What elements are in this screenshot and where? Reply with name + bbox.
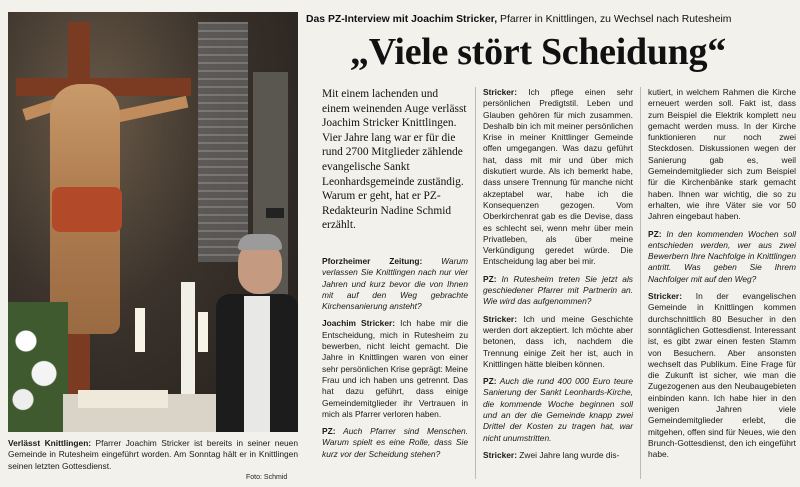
candle bbox=[198, 312, 208, 352]
answer-text: Ich pflege einen sehr persönlichen Predigtstil. Leben und Glauben gehören für mich zusammen. Deshalb bin ich mit meiner persönlichen Krise in meiner Knittlinger Gemeinde offen umgegangen. Was dazu geführt hat, dass mit mir und über mich diskutiert wurde. Als ich bemerkt habe, dass unsere Trennung für manche nicht akzeptabel war, habe ich die Konsequenzen gezogen. Vom Oberkirchenrat gab es die Devise, dass es schlecht sei, wenn mehr über mein Privatleben, als über meine Verkündigung geredet würde. Die Entscheidung lag aber bei mir. bbox=[483, 87, 633, 267]
speaker-label: Stricker: bbox=[483, 87, 517, 97]
interview-answer bbox=[483, 87, 633, 268]
question-text: In Rutesheim treten Sie jetzt als geschiedener Pfarrer mit Partnerin an. Wie wird das aufgenommen? bbox=[483, 273, 633, 307]
text-column-2 bbox=[483, 87, 633, 461]
kicker-rest: Pfarrer in Knittlingen, zu Wechsel nach Rutesheim bbox=[497, 14, 732, 25]
answer-text: Ich und meine Geschichte werden dort akzeptiert. Ich möchte aber betonen, dass ich, nachdem die Trennung einige Zeit her ist, auch in Knittlingen hätte bleiben können. bbox=[483, 313, 633, 369]
interview-question bbox=[322, 256, 468, 312]
photo-credit: Foto: Schmid bbox=[246, 474, 288, 481]
speaker-label: PZ: bbox=[648, 228, 662, 239]
speaker-label: PZ: bbox=[483, 376, 497, 387]
caption-label: Verlässt Knittlingen: bbox=[8, 438, 92, 448]
article-photo bbox=[8, 12, 298, 432]
photo-caption bbox=[8, 438, 298, 472]
candle bbox=[135, 308, 145, 352]
interview-question bbox=[648, 229, 796, 285]
article-lead: Mit einem lachenden und einem weinenden Auge verlässt Joachim Stricker Knittlingen. Vier Jahre lang war er für die rund 2700 Mitglieder zählende evangelische Sankt Leonhardsgemeinde zuständig. Warum er geht, hat er PZ-Redakteurin Nadine Schmid erzählt. bbox=[322, 88, 467, 232]
column-divider bbox=[640, 87, 641, 479]
answer-text: In der evangelischen Gemeinde in Knittlingen kommen durchschnittlich 80 Besucher in den sonntäglichen Gottesdienst. Interessant ist, es gibt zwar einen festen Stamm von Besuchern. Aber ansonsten wechselt das Publikum. Eine Frage für die Zukunft ist sicher, wie man die Zugezogenen aus den Neubaugebieten einbinden kann. Ich habe hier in den wenigen Jahren viele Gemeindemitglieder erlebt, die mitgehen, offen sind für Neues, wie den Brunch-Gottesdienst, den ich eingeführt habe. bbox=[648, 291, 796, 460]
speaker-label: Stricker: bbox=[483, 313, 517, 324]
interview-answer bbox=[648, 291, 796, 460]
speaker-label: PZ: bbox=[483, 273, 497, 284]
text-column-3 bbox=[648, 87, 796, 461]
stained-glass-window bbox=[198, 22, 248, 262]
answer-text: Ich habe mir die Entscheidung, mich in Rutesheim zu bewerben, nicht leicht gemacht. Die Jahre in Knittlingen waren von einer sehr persönlichen Krise geprägt: Meine Frau und ich haben uns getrennt. Das hat dazu geführt, dass einige Gemeindemitglieder ihr Vertrauen in mich als Pfarrer verloren haben. bbox=[322, 318, 468, 419]
flower-arrangement bbox=[8, 302, 68, 432]
interview-answer bbox=[483, 314, 633, 370]
article-headline: „Viele stört Scheidung“ bbox=[350, 31, 726, 73]
speaker-label: PZ: bbox=[322, 426, 336, 437]
speaker-label: Stricker: bbox=[648, 291, 682, 302]
speaker-label: Joachim Stricker: bbox=[322, 318, 396, 329]
question-text: Warum verlassen Sie Knittlingen nach nur vier Jahren und kurz bevor die von Ihnen mit auf den Weg gebrachte Kirchensanierung ansteht? bbox=[322, 256, 468, 312]
kicker-bold: Das PZ-Interview mit Joachim Stricker, bbox=[306, 14, 498, 25]
interview-answer bbox=[322, 318, 468, 420]
question-text: Auch die rund 400 000 Euro teure Sanierung der Sankt Leonhards-Kirche, die kommende Woche beginnen soll und an der die Gemeinde knapp zwei Drittel der Kosten zu tragen hat, war nicht unumstritten. bbox=[483, 376, 633, 443]
interview-question bbox=[322, 426, 468, 460]
text-column-1 bbox=[322, 256, 468, 460]
interview-answer bbox=[483, 450, 633, 461]
answer-text: Zwei Jahre lang wurde dis- bbox=[516, 449, 620, 460]
article-kicker bbox=[306, 14, 800, 25]
speaker-label: Pforzheimer Zeitung: bbox=[322, 256, 423, 266]
question-text: Auch Pfarrer sind Menschen. Warum spielt es eine Rolle, dass Sie kurz vor der Scheidung stehen? bbox=[322, 426, 468, 459]
candle bbox=[181, 282, 195, 402]
interview-question bbox=[483, 376, 633, 444]
caption-text: Pfarrer Joachim Stricker ist bereits in seiner neuen Gemeinde in Rutesheim eingeführt worden. Am Sonntag hält er in Knittlingen seinen letzten Gottesdienst. bbox=[8, 438, 298, 471]
question-text: In den kommenden Wochen soll entschieden werden, wer aus zwei Bewerbern Ihre Nachfolge in Knittlingen antritt. Was geben Sie Ihrem Nachfolger mit auf den Weg? bbox=[648, 228, 796, 284]
interview-question bbox=[483, 274, 633, 308]
speaker-label: Stricker: bbox=[483, 449, 517, 460]
answer-text: kutiert, in welchem Rahmen die Kirche erneuert werden soll. Fakt ist, dass zum Beispiel die Elektrik komplett neu gemacht werden muss. In der Kirche funktionieren nur noch zwei Steckdosen. Diskussionen wegen der Sanierung gab es, weil Gemeindemitglieder sich zum Beispiel für die Kirchenbänke stark gemacht haben. Ihnen war wichtig, die so zu erhalten, wie ihre Väter sie vor 50 Jahren eingebaut haben. bbox=[648, 87, 796, 222]
bible-book bbox=[78, 390, 168, 408]
column-divider bbox=[475, 87, 476, 479]
interview-answer bbox=[648, 87, 796, 223]
